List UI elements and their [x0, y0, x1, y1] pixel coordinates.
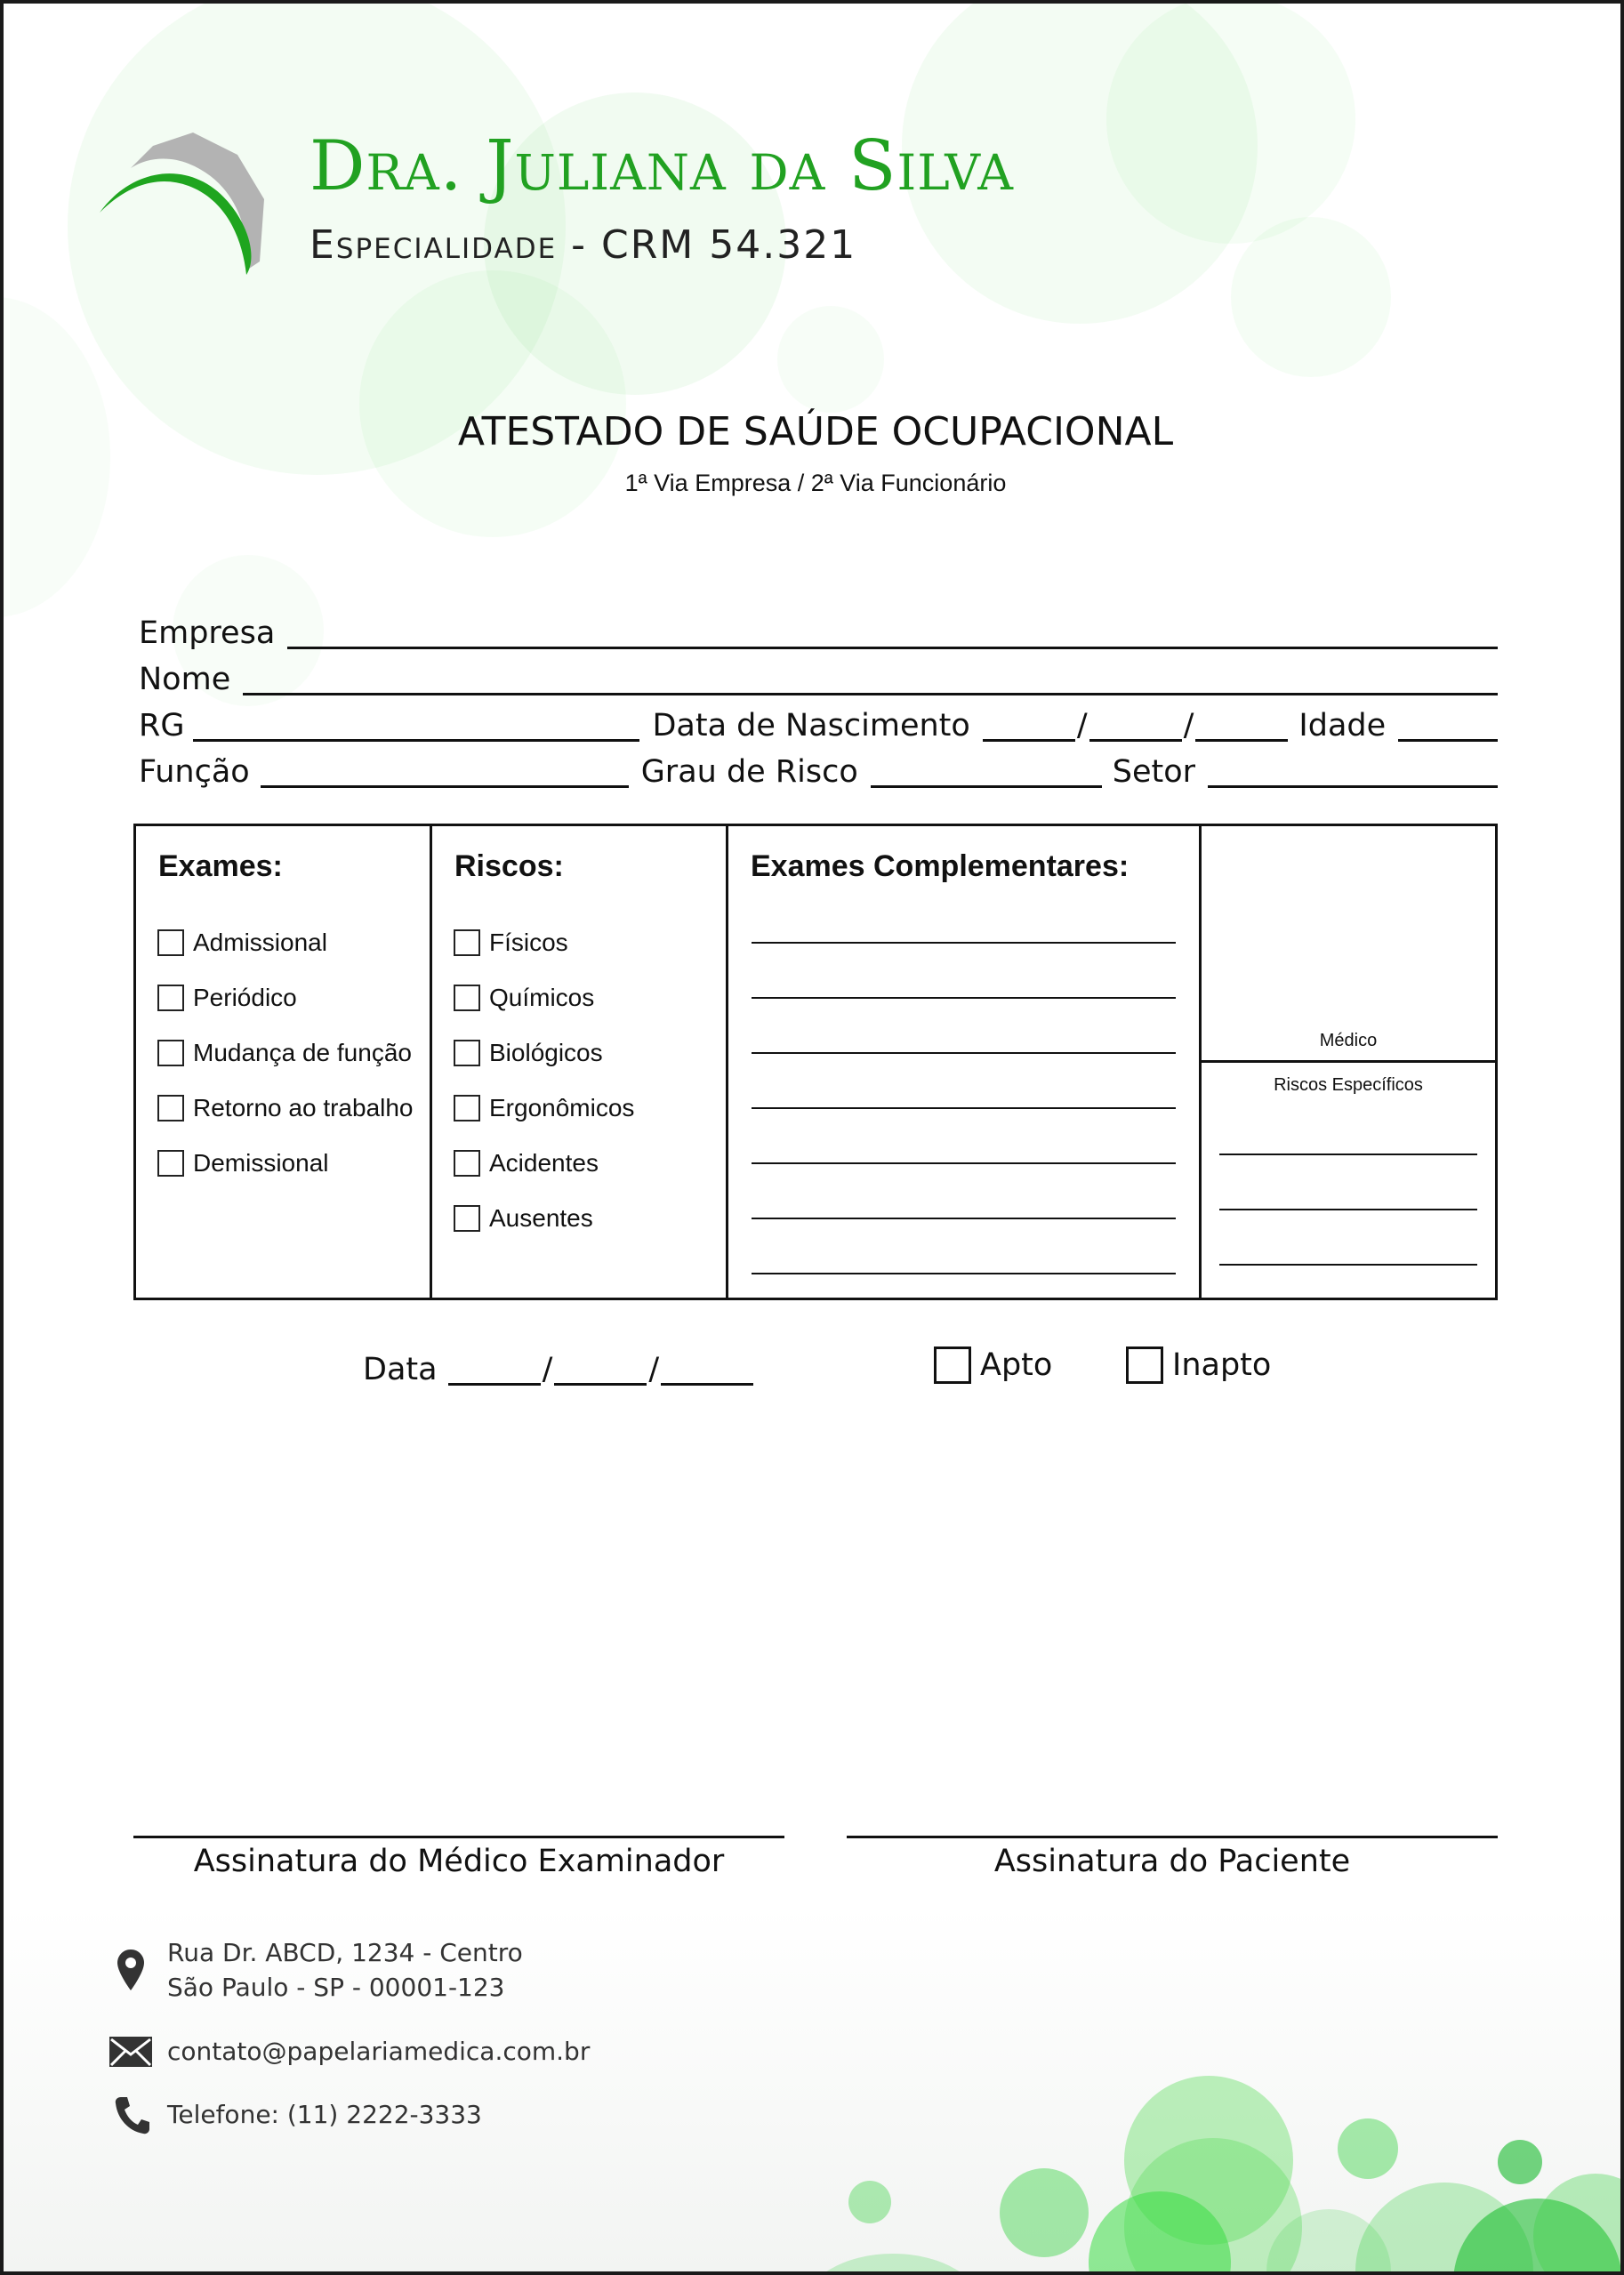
specific-risks-title: Riscos Específicos: [1274, 1075, 1423, 1095]
nome-label: Nome: [139, 662, 231, 697]
rg-label: RG: [139, 708, 185, 744]
doctor-specialty: Especialidade - CRM 54.321: [310, 222, 857, 268]
inapto-checkbox[interactable]: [1126, 1347, 1163, 1384]
complementary-lines: [752, 888, 1176, 1274]
risk-label: Ausentes: [489, 1204, 593, 1232]
risk-checkbox[interactable]: [454, 1150, 480, 1177]
inapto-label: Inapto: [1172, 1347, 1272, 1383]
bg-bubble: [1231, 217, 1391, 377]
empresa-label: Empresa: [139, 615, 276, 651]
risk-label: Biológicos: [489, 1039, 603, 1066]
exam-checkbox[interactable]: [157, 1095, 184, 1121]
funcao-field[interactable]: [261, 758, 629, 788]
empresa-row: [139, 608, 1498, 649]
exam-label: Mudança de função: [193, 1039, 412, 1066]
exam-label: Admissional: [193, 928, 327, 956]
exams-title: Exames:: [158, 849, 283, 883]
bg-bubble: [777, 306, 884, 413]
date-separator: /: [542, 1352, 553, 1387]
rg-row: [139, 701, 1498, 742]
idade-label: Idade: [1298, 708, 1387, 744]
logo-icon: [100, 128, 269, 279]
empresa-field[interactable]: [287, 619, 1498, 649]
risks-list: [454, 915, 634, 1246]
bg-bubble: [848, 2181, 891, 2223]
risk-label: Físicos: [489, 928, 568, 956]
exams-list: [157, 915, 414, 1191]
apto-option[interactable]: [934, 1347, 1052, 1384]
document-title: ATESTADO DE SAÚDE OCUPACIONAL: [457, 409, 1174, 454]
risk-label: Químicos: [489, 984, 595, 1011]
funcao-label: Função: [139, 754, 250, 790]
patient-signature-label: Assinatura do Paciente: [993, 1844, 1351, 1879]
risk-checkbox[interactable]: [454, 929, 480, 956]
exam-option[interactable]: [157, 970, 414, 1025]
doctor-name: Dra. Juliana da Silva: [310, 126, 1014, 206]
risk-option[interactable]: [454, 1191, 634, 1246]
doctor-signature-line[interactable]: [133, 1836, 784, 1879]
risk-label: Acidentes: [489, 1149, 599, 1177]
date-separator: /: [1076, 708, 1088, 744]
bg-bubble: [1498, 2140, 1542, 2184]
birth-month-field[interactable]: [1089, 711, 1182, 742]
birth-day-field[interactable]: [983, 711, 1075, 742]
idade-field[interactable]: [1398, 711, 1498, 742]
exam-option[interactable]: [157, 1136, 414, 1191]
contact-phone[interactable]: Telefone: (11) 2222-3333: [167, 2100, 482, 2129]
bg-bubble: [804, 2254, 982, 2275]
birth-year-field[interactable]: [1195, 711, 1288, 742]
nome-field[interactable]: [243, 665, 1498, 695]
exam-option[interactable]: [157, 1081, 414, 1136]
date-label: Data: [363, 1352, 438, 1387]
risk-checkbox[interactable]: [454, 1205, 480, 1232]
address-line-2: São Paulo - SP - 00001-123: [167, 1973, 505, 2002]
nome-row: [139, 655, 1498, 695]
doctor-signature-label: Assinatura do Médico Examinador: [193, 1844, 725, 1879]
risk-option[interactable]: [454, 1081, 634, 1136]
date-separator: /: [648, 1352, 660, 1387]
date-year-field[interactable]: [661, 1355, 753, 1386]
bg-bubble: [1106, 0, 1355, 244]
complementary-line[interactable]: [752, 1164, 1176, 1219]
exam-checkbox[interactable]: [157, 985, 184, 1011]
date-month-field[interactable]: [554, 1355, 647, 1386]
contact-email[interactable]: contato@papelariamedica.com.br: [167, 2037, 591, 2066]
complementary-line[interactable]: [752, 999, 1176, 1054]
setor-field[interactable]: [1208, 758, 1498, 788]
exam-checkbox[interactable]: [157, 929, 184, 956]
complementary-line[interactable]: [752, 888, 1176, 944]
exam-label: Demissional: [193, 1149, 329, 1177]
exam-checkbox[interactable]: [157, 1040, 184, 1066]
complementary-line[interactable]: [752, 1219, 1176, 1274]
risk-option[interactable]: [454, 970, 634, 1025]
risk-option[interactable]: [454, 915, 634, 970]
rg-field[interactable]: [193, 711, 639, 742]
risk-checkbox[interactable]: [454, 1095, 480, 1121]
risk-option[interactable]: [454, 1025, 634, 1081]
bg-bubble: [1338, 2118, 1398, 2179]
date-separator: /: [1183, 708, 1194, 744]
funcao-row: [139, 747, 1498, 788]
risk-option[interactable]: [454, 1136, 634, 1191]
bg-bubble: [1533, 2174, 1624, 2275]
address-line-1: Rua Dr. ABCD, 1234 - Centro: [167, 1938, 523, 1967]
exam-checkbox[interactable]: [157, 1150, 184, 1177]
document-subtitle: 1ª Via Empresa / 2ª Via Funcionário: [624, 470, 1007, 496]
complementary-line[interactable]: [752, 1109, 1176, 1164]
complementary-title: Exames Complementares:: [751, 849, 1130, 883]
risks-column: [432, 826, 728, 1298]
patient-signature-line[interactable]: [847, 1836, 1498, 1879]
specific-risk-line[interactable]: [1219, 1155, 1477, 1210]
exam-label: Periódico: [193, 984, 297, 1011]
complementary-column: [728, 826, 1202, 1298]
exam-option[interactable]: [157, 915, 414, 970]
specific-risks-lines: [1219, 1100, 1477, 1266]
apto-label: Apto: [980, 1347, 1053, 1383]
complementary-line[interactable]: [752, 944, 1176, 999]
bg-bubble: [1000, 2168, 1089, 2257]
specific-risk-line[interactable]: [1219, 1210, 1477, 1266]
exam-date-row: [363, 1345, 753, 1386]
inapto-option[interactable]: [1126, 1347, 1271, 1384]
doctor-risk-column: [1202, 826, 1495, 1298]
risk-checkbox[interactable]: [454, 985, 480, 1011]
grau-risco-field[interactable]: [871, 758, 1102, 788]
doctor-stamp-label: Médico: [1319, 1031, 1378, 1050]
apto-checkbox[interactable]: [934, 1347, 971, 1384]
doctor-stamp-box[interactable]: [1202, 826, 1495, 1063]
exams-column: [136, 826, 432, 1298]
risk-label: Ergonômicos: [489, 1094, 635, 1121]
date-day-field[interactable]: [448, 1355, 541, 1386]
exams-table: [133, 824, 1498, 1300]
risk-checkbox[interactable]: [454, 1040, 480, 1066]
location-pin-icon: [117, 1949, 144, 1990]
phone-icon: [114, 2095, 149, 2134]
exam-label: Retorno ao trabalho: [193, 1094, 414, 1121]
complementary-line[interactable]: [752, 1054, 1176, 1109]
envelope-icon: [109, 2037, 152, 2067]
specific-risk-line[interactable]: [1219, 1100, 1477, 1155]
bg-bubble: [0, 297, 110, 617]
risks-title: Riscos:: [454, 849, 564, 883]
bg-bubble: [359, 270, 626, 537]
grau-risco-label: Grau de Risco: [640, 754, 858, 790]
setor-label: Setor: [1112, 754, 1196, 790]
birthdate-label: Data de Nascimento: [652, 708, 970, 744]
exam-option[interactable]: [157, 1025, 414, 1081]
